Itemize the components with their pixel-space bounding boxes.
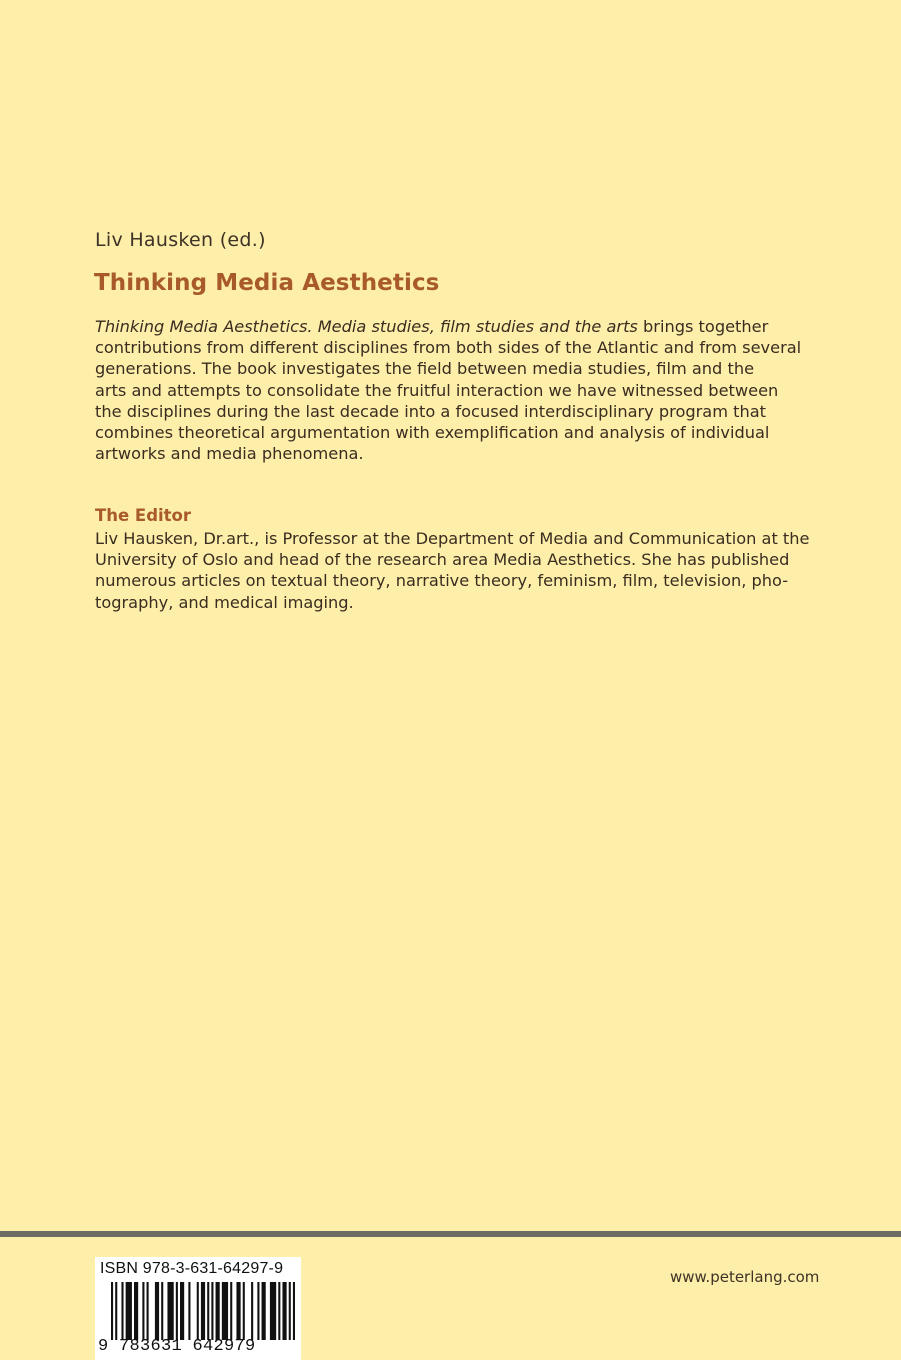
editor-bio-line: University of Oslo and head of the research area Media Aesthetics. She has published: [95, 550, 790, 570]
description-line-rest: brings together: [637, 317, 769, 336]
barcode-bar: [282, 1282, 286, 1340]
barcode-bar: [278, 1282, 280, 1340]
description-line: artworks and media phenomena.: [95, 444, 364, 464]
barcode-bar: [111, 1282, 113, 1340]
barcode-bar: [270, 1282, 276, 1340]
isbn-label: ISBN 978-3-631-64297-9: [100, 1260, 284, 1277]
barcode-bar: [257, 1282, 259, 1340]
barcode-bar: [161, 1282, 163, 1340]
description-line: contributions from different disciplines from both sides of the Atlantic and from several: [95, 338, 802, 358]
barcode-bar: [155, 1282, 159, 1340]
editor-bio-line: tography, and medical imaging.: [95, 592, 354, 612]
author-name: Liv Hausken (ed.): [95, 229, 266, 251]
description-line: the disciplines during the last decade into a focused interdisciplinary program that: [95, 401, 767, 421]
barcode-bar: [211, 1282, 213, 1340]
description-line: [95, 316, 775, 337]
barcode-bar: [167, 1282, 173, 1340]
barcode-bar: [222, 1282, 228, 1340]
description-line: generations. The book investigates the field between media studies, film and the: [95, 359, 755, 379]
barcode-bar: [180, 1282, 184, 1340]
barcode-bar: [251, 1282, 253, 1340]
barcode-bar: [115, 1282, 117, 1340]
book-title: Thinking Media Aesthetics: [94, 270, 440, 296]
barcode-bar: [188, 1282, 190, 1340]
isbn-barcode: [95, 1257, 301, 1360]
editor-bio-line: Liv Hausken, Dr.art., is Professor at the Department of Media and Communication at the: [95, 529, 810, 548]
barcode-bar: [147, 1282, 149, 1340]
barcode-bar: [243, 1282, 245, 1340]
editor-bio-line: numerous articles on textual theory, narrative theory, feminism, film, television, pho-: [95, 571, 789, 591]
description-italic-title: Thinking Media Aesthetics. Media studies, film studies and the arts: [95, 317, 638, 336]
barcode-bar: [216, 1282, 220, 1340]
barcode-bar: [289, 1282, 291, 1340]
barcode-bar: [262, 1282, 266, 1340]
barcode-bar: [126, 1282, 132, 1340]
barcode-bar: [201, 1282, 205, 1340]
barcode-bar: [176, 1282, 178, 1340]
description-line: combines theoretical argumentation with exemplification and analysis of individual: [95, 423, 770, 443]
barcode-bar: [293, 1282, 295, 1340]
barcode-bar: [236, 1282, 240, 1340]
description-line: arts and attempts to consolidate the fruitful interaction we have witnessed between: [95, 380, 779, 400]
barcode-bar: [197, 1282, 199, 1340]
barcode-bar: [207, 1282, 209, 1340]
editor-bio: [95, 528, 810, 613]
barcode-bar: [121, 1282, 123, 1340]
barcode-bar: [134, 1282, 138, 1340]
editor-heading: The Editor: [95, 506, 192, 525]
barcode-bar: [230, 1282, 232, 1340]
barcode-bar: [142, 1282, 144, 1340]
book-description: [95, 316, 802, 464]
footer-divider: [0, 1231, 901, 1237]
barcode-bars: [111, 1282, 295, 1340]
publisher-website: www.peterlang.com: [670, 1268, 820, 1286]
barcode-digits: 9 783631 642979: [98, 1337, 256, 1356]
